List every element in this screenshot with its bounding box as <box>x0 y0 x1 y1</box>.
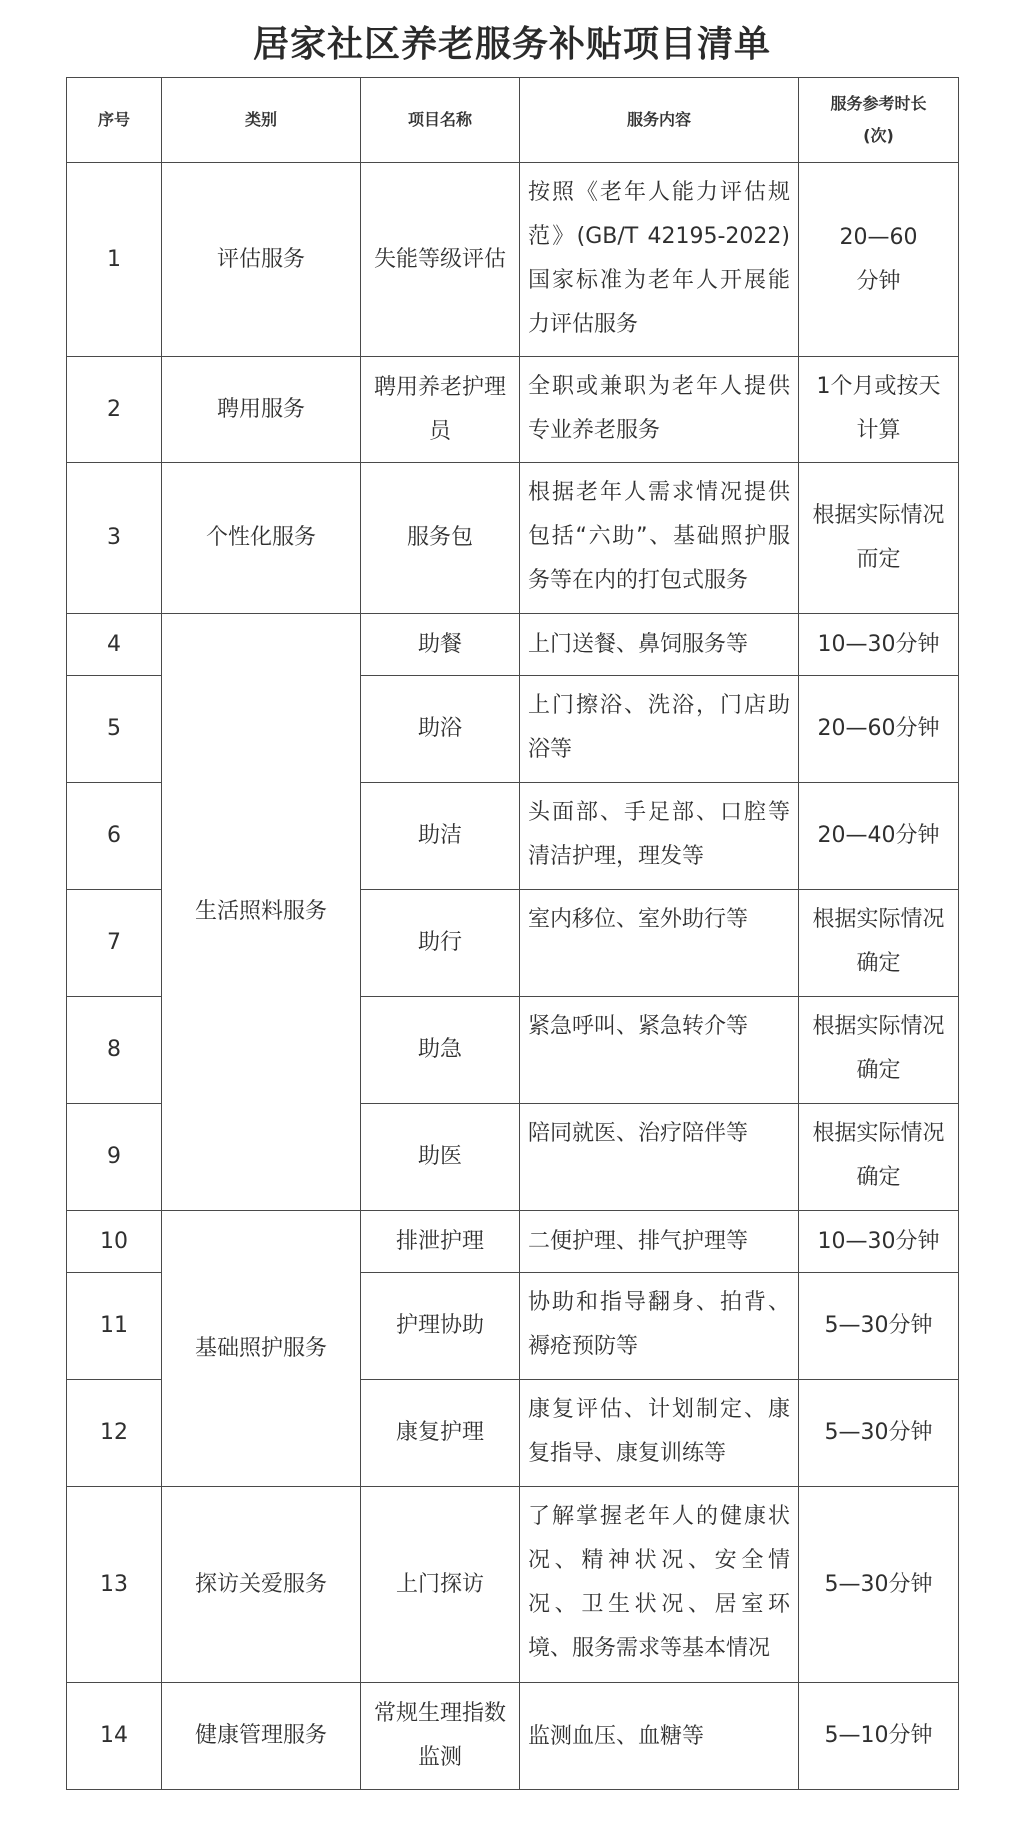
row-duration-line1: 20—60分钟 <box>817 716 940 741</box>
row-item: 服务包 <box>361 463 520 614</box>
row-category: 个性化服务 <box>162 463 361 614</box>
row-duration <box>799 1487 959 1683</box>
row-num: 2 <box>67 357 162 463</box>
table-row <box>67 1487 959 1683</box>
subsidy-table <box>66 77 959 1790</box>
header-category: 类别 <box>162 78 361 163</box>
row-duration-line1: 20—60 <box>839 224 918 250</box>
row-num: 14 <box>67 1683 162 1790</box>
row-num: 9 <box>67 1104 162 1211</box>
row-duration-line1: 根据实际情况 <box>812 1121 945 1146</box>
row-category: 生活照料服务 <box>162 614 361 1211</box>
row-item: 常规生理指数监测 <box>361 1683 520 1790</box>
row-num: 4 <box>67 614 162 676</box>
row-duration-line1: 5—30分钟 <box>824 1313 933 1338</box>
row-item: 排泄护理 <box>361 1211 520 1273</box>
row-item: 助行 <box>361 890 520 997</box>
header-duration <box>799 78 959 163</box>
row-num: 8 <box>67 997 162 1104</box>
row-content: 根据老年人需求情况提供包括“六助”、基础照护服务等在内的打包式服务 <box>520 463 799 614</box>
header-duration-line1: 服务参考时长 <box>830 94 927 113</box>
row-content: 上门擦浴、洗浴，门店助浴等 <box>520 676 799 783</box>
row-category: 探访关爱服务 <box>162 1487 361 1683</box>
row-item: 聘用养老护理员 <box>361 357 520 463</box>
row-duration-line1: 10—30分钟 <box>817 631 940 657</box>
table-row <box>67 1211 959 1273</box>
row-duration-line2: 确定 <box>856 1165 901 1190</box>
table-row <box>67 357 959 463</box>
row-duration <box>799 614 959 676</box>
row-duration <box>799 1380 959 1487</box>
table-row <box>67 614 959 676</box>
row-item: 上门探访 <box>361 1487 520 1683</box>
row-item: 助洁 <box>361 783 520 890</box>
row-num: 10 <box>67 1211 162 1273</box>
row-duration <box>799 1273 959 1380</box>
row-num: 11 <box>67 1273 162 1380</box>
row-duration-line1: 20—40分钟 <box>817 823 940 848</box>
row-item: 护理协助 <box>361 1273 520 1380</box>
row-item: 助医 <box>361 1104 520 1211</box>
row-content: 二便护理、排气护理等 <box>520 1211 799 1273</box>
row-duration-line1: 根据实际情况 <box>812 907 945 932</box>
row-item: 助浴 <box>361 676 520 783</box>
row-duration <box>799 463 959 614</box>
row-item: 康复护理 <box>361 1380 520 1487</box>
row-content: 紧急呼叫、紧急转介等 <box>520 997 799 1104</box>
table-row <box>67 463 959 614</box>
row-duration-line1: 根据实际情况 <box>812 503 945 528</box>
row-content: 按照《老年人能力评估规范》(GB/T 42195-2022)国家标准为老年人开展能力评估服务 <box>520 163 799 357</box>
row-num: 12 <box>67 1380 162 1487</box>
row-duration <box>799 357 959 463</box>
row-category: 评估服务 <box>162 163 361 357</box>
row-content: 监测血压、血糖等 <box>520 1683 799 1790</box>
row-duration-line1: 根据实际情况 <box>812 1014 945 1039</box>
row-item: 失能等级评估 <box>361 163 520 357</box>
row-content: 了解掌握老年人的健康状况、精神状况、安全情况、卫生状况、居室环境、服务需求等基本情况 <box>520 1487 799 1683</box>
row-category: 健康管理服务 <box>162 1683 361 1790</box>
row-item: 助餐 <box>361 614 520 676</box>
page-title: 居家社区养老服务补贴项目清单 <box>252 24 771 65</box>
row-duration-line2: 而定 <box>856 547 901 572</box>
row-duration <box>799 783 959 890</box>
row-category: 基础照护服务 <box>162 1211 361 1487</box>
header-item: 项目名称 <box>361 78 520 163</box>
row-duration <box>799 1683 959 1790</box>
row-num: 3 <box>67 463 162 614</box>
row-num: 7 <box>67 890 162 997</box>
row-duration <box>799 1211 959 1273</box>
row-duration <box>799 997 959 1104</box>
row-duration-line1: 5—10分钟 <box>824 1723 933 1748</box>
row-num: 6 <box>67 783 162 890</box>
row-duration-line1: 5—30分钟 <box>824 1420 933 1445</box>
row-content: 上门送餐、鼻饲服务等 <box>520 614 799 676</box>
row-duration <box>799 890 959 997</box>
row-duration <box>799 676 959 783</box>
header-num: 序号 <box>67 78 162 163</box>
table-row <box>67 1683 959 1790</box>
row-category: 聘用服务 <box>162 357 361 463</box>
row-duration-line1: 5—30分钟 <box>824 1571 933 1597</box>
table-row <box>67 163 959 357</box>
row-duration-line2: 确定 <box>856 951 901 976</box>
row-num: 13 <box>67 1487 162 1683</box>
row-num: 1 <box>67 163 162 357</box>
row-duration-line2: 确定 <box>856 1058 901 1083</box>
row-content: 陪同就医、治疗陪伴等 <box>520 1104 799 1211</box>
row-duration-line2: 分钟 <box>856 268 901 294</box>
header-content: 服务内容 <box>520 78 799 163</box>
row-item: 助急 <box>361 997 520 1104</box>
row-duration-line1: 10—30分钟 <box>817 1228 940 1254</box>
header-row <box>67 78 959 163</box>
row-content: 全职或兼职为老年人提供专业养老服务 <box>520 357 799 463</box>
row-content: 头面部、手足部、口腔等清洁护理，理发等 <box>520 783 799 890</box>
row-duration <box>799 1104 959 1211</box>
row-content: 协助和指导翻身、拍背、褥疮预防等 <box>520 1273 799 1380</box>
header-duration-line2: (次) <box>863 126 894 145</box>
row-num: 5 <box>67 676 162 783</box>
row-duration <box>799 163 959 357</box>
row-content: 室内移位、室外助行等 <box>520 890 799 997</box>
row-content: 康复评估、计划制定、康复指导、康复训练等 <box>520 1380 799 1487</box>
row-duration-line1: 1个月或按天 <box>816 374 941 399</box>
row-duration-line2: 计算 <box>856 418 901 443</box>
